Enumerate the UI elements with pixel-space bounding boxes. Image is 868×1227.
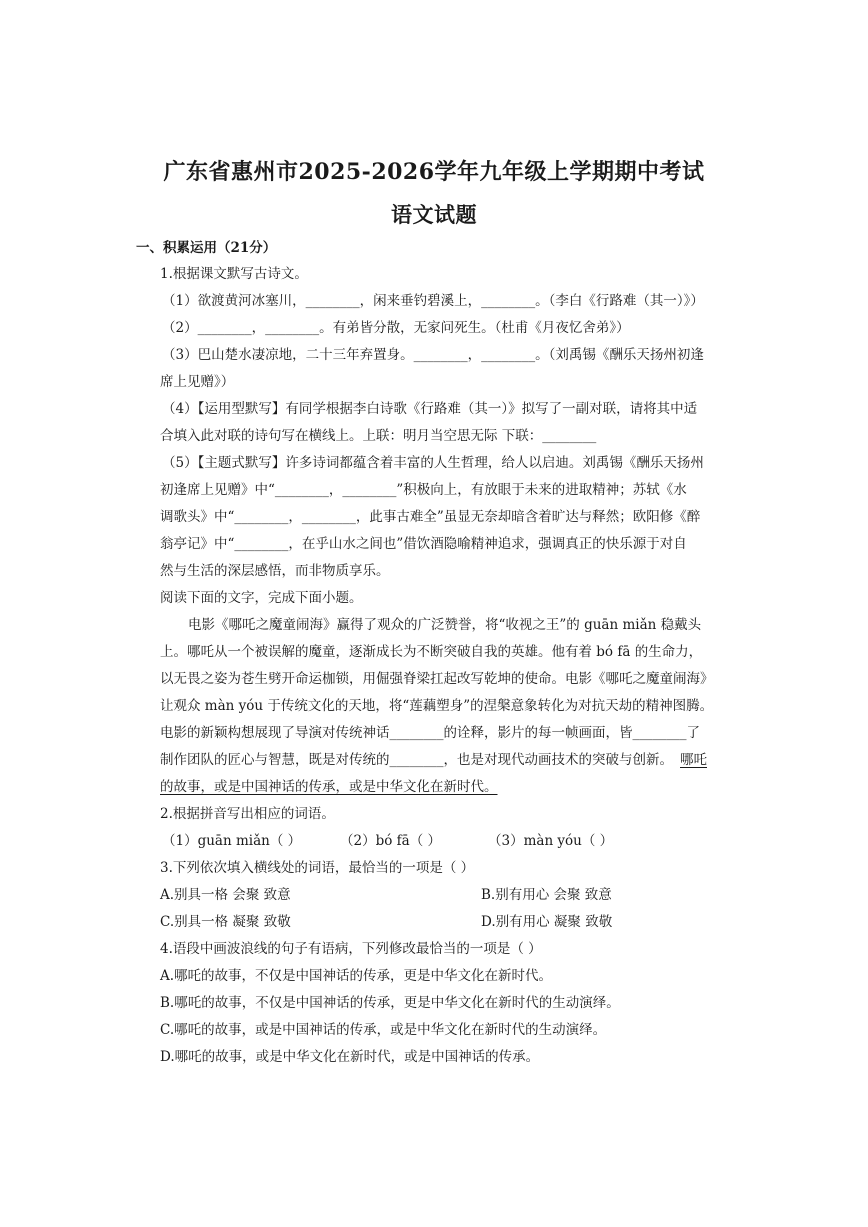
q4-option-d: D.哪吒的故事，或是中华文化在新时代，或是中国神话的传承。 xyxy=(160,1049,540,1065)
q1-item-4: （4）【运用型默写】有同学根据李白诗歌《行路难（其一）》拟写了一副对联，请将其中适 xyxy=(162,401,698,417)
q3-option-a: A.别具一格 会聚 致意 xyxy=(160,887,291,903)
q3-option-d: D.别有用心 凝聚 致敬 xyxy=(481,914,613,930)
q1-item-1: （1）欲渡黄河冰塞川，________，闲来垂钓碧溪上，________。（李白《行路难（其一）》） xyxy=(162,293,704,309)
q1-item-5-cont-4: 然与生活的深层感悟，而非物质享乐。 xyxy=(160,563,390,579)
q2-part-2: （2）bó fā（ ） xyxy=(340,833,441,849)
wavy-underlined-sentence-start: 哪吒 xyxy=(680,752,707,768)
reading-line-3: 以无畏之姿为苍生劈开命运枷锁，用倔强脊梁扛起改写乾坤的使命。电影《哪吒之魔童闹海》 xyxy=(160,671,714,687)
reading-line-2: 上。哪吒从一个被误解的魔童，逐渐成长为不断突破自我的英雄。他有着 bó fā 的生命力， xyxy=(160,644,703,660)
q1-item-5-cont-1: 初逢席上见赠》中“________，________”积极向上，有放眼于未来的进取精神；苏轼《水 xyxy=(160,482,687,498)
q3-stem: 3.下列依次填入横线处的词语，最恰当的一项是（ ） xyxy=(160,860,475,876)
section-heading: 一、积累运用（21分） xyxy=(136,240,277,256)
q2-stem: 2.根据拼音写出相应的词语。 xyxy=(160,806,335,822)
q1-item-4-cont: 合填入此对联的诗句写在横线上。上联：明月当空思无际 下联：________ xyxy=(160,428,597,444)
reading-intro: 阅读下面的文字，完成下面小题。 xyxy=(160,590,363,606)
q3-option-c: C.别具一格 凝聚 致敬 xyxy=(160,914,291,930)
reading-line-4: 让观众 màn yóu 于传统文化的天地，将“莲藕塑身”的涅槃意象转化为对抗天劫的精神图腾。 xyxy=(160,698,714,714)
q4-option-c: C.哪吒的故事，或是中国神话的传承，或是中华文化在新时代的生动演绎。 xyxy=(160,1022,607,1038)
wavy-underlined-sentence: 的故事，或是中国神话的传承，或是中华文化在新时代。 xyxy=(160,779,498,795)
q1-item-5-cont-3: 翁亭记》中“________，在乎山水之间也”借饮酒隐喻精神追求，强调真正的快乐源于对自 xyxy=(160,536,687,552)
reading-line-5: 电影的新颖构想展现了导演对传统神话________的诠释，影片的每一帧画面，皆________了 xyxy=(160,725,700,741)
exam-title: 广东省惠州市2025-2026学年九年级上学期期中考试 xyxy=(163,159,705,185)
q1-item-5-cont-2: 调歌头》中“________，________，此事古难全”虽显无奈却暗含着旷达与释然；欧阳修《醉 xyxy=(160,509,701,525)
q4-option-b: B.哪吒的故事，不仅是中国神话的传承，更是中华文化在新时代的生动演绎。 xyxy=(160,995,620,1011)
q3-option-b: B.别有用心 会聚 致意 xyxy=(481,887,612,903)
q2-part-1: （1）guān miǎn（ ） xyxy=(162,833,302,849)
q2-part-3: （3）màn yóu（ ） xyxy=(488,833,614,849)
q4-option-a: A.哪吒的故事，不仅是中国神话的传承，更是中华文化在新时代。 xyxy=(160,968,553,984)
q1-stem: 1.根据课文默写古诗文。 xyxy=(160,266,308,282)
q1-item-5: （5）【主题式默写】许多诗词都蕴含着丰富的人生哲理，给人以启迪。刘禹锡《酬乐天扬州 xyxy=(162,455,704,471)
q4-stem: 4.语段中画波浪线的句子有语病，下列修改最恰当的一项是（ ） xyxy=(160,941,542,957)
q1-item-3-cont: 席上见赠》） xyxy=(160,374,235,390)
q1-item-2: （2）________，________。有弟皆分散，无家问死生。（杜甫《月夜忆舍弟》） xyxy=(162,320,630,336)
reading-line-6: 制作团队的匠心与智慧，既是对传统的________，也是对现代动画技术的突破与创新。 xyxy=(160,752,673,768)
reading-line-1: 电影《哪吒之魔童闹海》赢得了观众的广泛赞誉，将“收视之王”的 guān miǎn 稳戴头 xyxy=(188,617,702,633)
q1-item-3: （3）巴山楚水凄凉地，二十三年弃置身。________，________。（刘禹锡《酬乐天扬州初逢 xyxy=(162,347,704,363)
exam-subtitle: 语文试题 xyxy=(391,202,477,227)
